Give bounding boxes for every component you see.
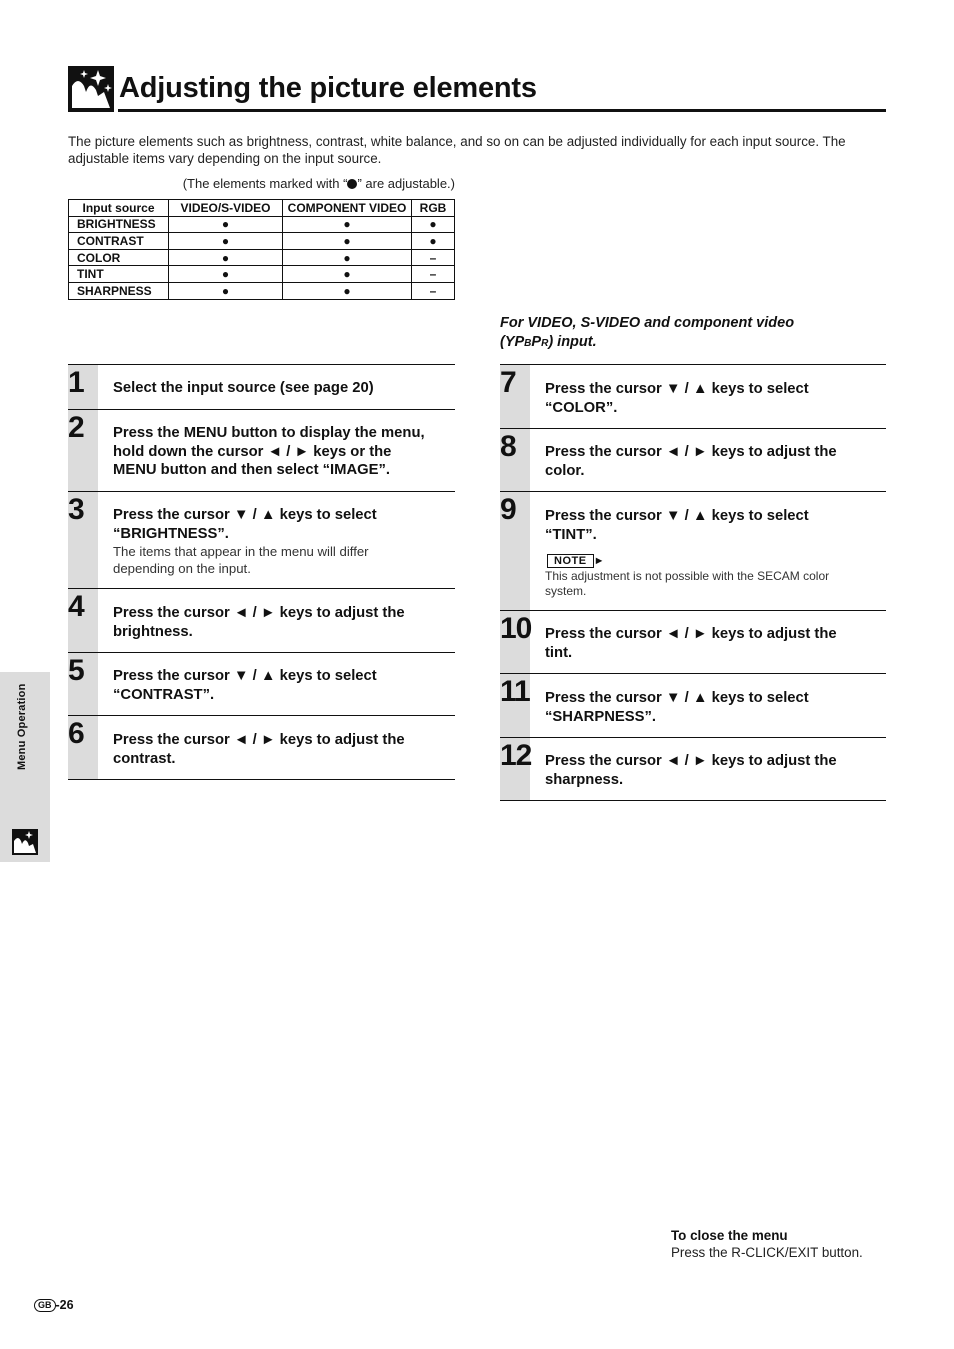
step-line: Press the cursor ▼ / ▲ keys to select bbox=[545, 508, 809, 524]
close-menu-text: Press the R-CLICK/EXIT button. bbox=[671, 1245, 863, 1260]
bullet-dot-icon bbox=[347, 179, 357, 189]
step-number: 8 bbox=[500, 430, 516, 463]
table-note bbox=[68, 176, 455, 191]
step-line: hold down the cursor ◄ / ► keys or the bbox=[113, 443, 392, 460]
step-number: 11 bbox=[500, 675, 530, 708]
step-line: Press the cursor ◄ / ► keys to adjust the bbox=[113, 605, 405, 621]
step-6 bbox=[68, 715, 455, 779]
step-2 bbox=[68, 409, 455, 492]
left-column-end-rule bbox=[68, 779, 455, 780]
table-cell: – bbox=[412, 266, 455, 283]
step-line: Press the cursor ◄ / ► keys to adjust the bbox=[113, 732, 405, 748]
table-cell: – bbox=[412, 249, 455, 266]
heading-line bbox=[500, 333, 886, 353]
step-3 bbox=[68, 491, 455, 589]
table-cell: ● bbox=[283, 233, 412, 250]
step-line: sharpness. bbox=[545, 771, 624, 788]
step-8 bbox=[500, 428, 886, 492]
table-header-cell: RGB bbox=[412, 200, 455, 217]
table-cell: – bbox=[412, 282, 455, 299]
note-arrow-icon: ► bbox=[593, 555, 605, 567]
table-row bbox=[69, 216, 455, 233]
step-line: brightness. bbox=[113, 623, 193, 640]
heading-subscript: B bbox=[524, 338, 532, 349]
table-header-cell: VIDEO/S-VIDEO bbox=[169, 200, 283, 217]
step-line: color. bbox=[545, 462, 585, 479]
step-line: contrast. bbox=[113, 750, 176, 767]
table-header-row bbox=[69, 200, 455, 217]
table-row bbox=[69, 282, 455, 299]
step-number: 1 bbox=[68, 366, 84, 399]
table-cell: ● bbox=[169, 266, 283, 283]
step-text bbox=[113, 731, 405, 768]
table-note-prefix: (The elements marked with “ bbox=[182, 176, 348, 191]
note-badge bbox=[547, 554, 605, 568]
step-text bbox=[113, 424, 425, 480]
note-line: system. bbox=[545, 584, 587, 598]
row-label: COLOR bbox=[69, 249, 169, 266]
step-line: “SHARPNESS”. bbox=[545, 708, 656, 725]
page-number bbox=[34, 1298, 74, 1312]
step-line: “COLOR”. bbox=[545, 399, 618, 416]
step-10 bbox=[500, 610, 886, 674]
step-line: “CONTRAST”. bbox=[113, 686, 215, 703]
table-cell: ● bbox=[169, 282, 283, 299]
step-text bbox=[113, 604, 405, 641]
step-line: Press the cursor ◄ / ► keys to adjust the bbox=[545, 753, 837, 769]
step-text bbox=[545, 443, 837, 480]
table-cell: ● bbox=[283, 282, 412, 299]
adjustable-elements-table bbox=[68, 199, 455, 300]
step-line: Select the input source (see page 20) bbox=[113, 380, 374, 396]
step-number: 5 bbox=[68, 654, 84, 687]
row-label: CONTRAST bbox=[69, 233, 169, 250]
step-number: 3 bbox=[68, 493, 84, 526]
heading-line: For VIDEO, S-VIDEO and component video bbox=[500, 315, 795, 331]
step-text bbox=[113, 506, 377, 543]
step-line: Press the cursor ◄ / ► keys to adjust the bbox=[545, 626, 837, 642]
step-line: Press the cursor ◄ / ► keys to adjust the bbox=[545, 444, 837, 460]
close-menu-title: To close the menu bbox=[671, 1228, 788, 1243]
step-line: Press the MENU button to display the menu, bbox=[113, 425, 425, 441]
row-label: SHARPNESS bbox=[69, 282, 169, 299]
step-text bbox=[545, 380, 809, 417]
step-number: 6 bbox=[68, 717, 84, 750]
step-text bbox=[545, 507, 809, 544]
step-line: “BRIGHTNESS”. bbox=[113, 525, 229, 542]
table-note-suffix: ” are adjustable.) bbox=[357, 176, 455, 191]
step-4 bbox=[68, 588, 455, 653]
step-line: Press the cursor ▼ / ▲ keys to select bbox=[545, 690, 809, 706]
table-row bbox=[69, 233, 455, 250]
table-row bbox=[69, 249, 455, 266]
step-subtext bbox=[113, 543, 369, 577]
table-cell: ● bbox=[283, 266, 412, 283]
step-text bbox=[113, 379, 374, 398]
step-line: Press the cursor ▼ / ▲ keys to select bbox=[113, 668, 377, 684]
intro-paragraph: The picture elements such as brightness, contrast, white balance, and so on can be adjusted individually for each input source. The adjustable items vary depending on the input source. bbox=[68, 134, 846, 166]
step-line: tint. bbox=[545, 644, 573, 661]
step-number: 4 bbox=[68, 590, 84, 623]
heading-text: ) input. bbox=[548, 334, 597, 350]
table-row bbox=[69, 266, 455, 283]
step-sub-line: depending on the input. bbox=[113, 561, 251, 576]
picture-adjust-icon bbox=[12, 829, 38, 855]
table-cell: ● bbox=[283, 249, 412, 266]
step-line: Press the cursor ▼ / ▲ keys to select bbox=[113, 507, 377, 523]
page-title: Adjusting the picture elements bbox=[119, 72, 537, 104]
table-header-cell: Input source bbox=[69, 200, 169, 217]
picture-adjust-icon bbox=[68, 66, 114, 112]
step-number: 10 bbox=[500, 612, 532, 645]
sidebar-label: Menu Operation bbox=[16, 683, 28, 770]
table-cell: ● bbox=[169, 249, 283, 266]
heading-subscript: R bbox=[541, 338, 549, 349]
step-line: “TINT”. bbox=[545, 526, 597, 543]
heading-text: P bbox=[531, 334, 542, 350]
page-number-value: -26 bbox=[55, 1298, 74, 1312]
step-11 bbox=[500, 673, 886, 738]
note-line: This adjustment is not possible with the SECAM color bbox=[545, 569, 830, 583]
row-label: BRIGHTNESS bbox=[69, 216, 169, 233]
step-12 bbox=[500, 737, 886, 801]
table-cell: ● bbox=[169, 233, 283, 250]
step-number: 9 bbox=[500, 493, 516, 526]
step-1 bbox=[68, 364, 455, 410]
right-column-heading bbox=[500, 314, 886, 353]
step-number: 2 bbox=[68, 411, 84, 444]
right-column-end-rule bbox=[500, 800, 886, 801]
table-cell: ● bbox=[412, 216, 455, 233]
table-header-cell: COMPONENT VIDEO bbox=[283, 200, 412, 217]
step-line: MENU button and then select “IMAGE”. bbox=[113, 462, 391, 478]
region-badge: GB bbox=[34, 1299, 56, 1312]
step-7 bbox=[500, 364, 886, 429]
note-label: NOTE bbox=[547, 554, 594, 568]
step-number: 12 bbox=[500, 739, 532, 772]
step-text bbox=[545, 689, 809, 726]
note-text bbox=[545, 569, 875, 599]
step-9 bbox=[500, 491, 886, 611]
table-cell: ● bbox=[412, 233, 455, 250]
heading-text: (YP bbox=[500, 334, 525, 350]
title-rule bbox=[118, 109, 886, 112]
step-text bbox=[113, 667, 377, 704]
step-text bbox=[545, 752, 837, 789]
table-cell: ● bbox=[169, 216, 283, 233]
step-line: Press the cursor ▼ / ▲ keys to select bbox=[545, 381, 809, 397]
table-cell: ● bbox=[283, 216, 412, 233]
step-text bbox=[545, 625, 837, 662]
row-label: TINT bbox=[69, 266, 169, 283]
step-sub-line: The items that appear in the menu will differ bbox=[113, 544, 369, 559]
step-5 bbox=[68, 652, 455, 716]
step-number: 7 bbox=[500, 366, 516, 399]
